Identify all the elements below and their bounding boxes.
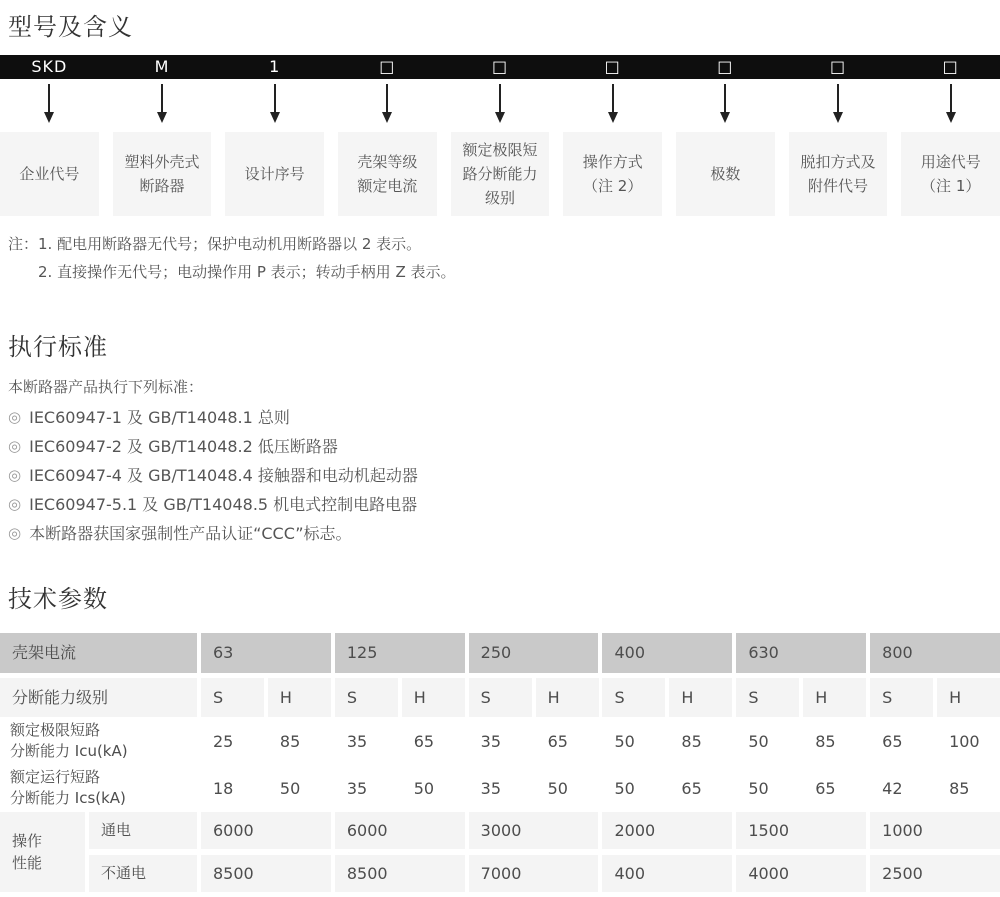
model-code-slot: 1 <box>269 57 281 76</box>
ics-value: 42 <box>882 778 903 798</box>
meaning-box-poles: 极数 <box>676 132 775 216</box>
ics-value: 85 <box>949 778 970 798</box>
down-arrow-icon <box>837 84 839 118</box>
row-header-ics: 额定运行短路 分断能力 Ics(kA) <box>10 768 126 807</box>
down-arrow-icon <box>950 84 952 118</box>
model-code-slot: M <box>154 57 170 76</box>
model-code-bar <box>0 55 1000 79</box>
class-value: H <box>268 678 331 717</box>
down-arrow-icon <box>274 84 276 118</box>
ics-value: 35 <box>480 778 502 798</box>
table-row-energized <box>89 812 1000 849</box>
icu-value: 50 <box>614 731 635 751</box>
frame-value: 63 <box>201 633 331 673</box>
model-code-slot-placeholder: □ <box>604 57 621 76</box>
icu-value: 35 <box>346 731 368 751</box>
energized-value: 3000 <box>469 812 599 849</box>
frame-value: 630 <box>736 633 866 673</box>
model-code-slot-placeholder: □ <box>717 57 734 76</box>
icu-value: 85 <box>815 731 836 751</box>
standard-item: ◎ 本断路器获国家强制性产品认证“CCC”标志。 <box>8 519 1000 548</box>
model-code-slot-placeholder: □ <box>491 57 509 76</box>
table-row-ics <box>0 765 1000 811</box>
section-title-specs: 技术参数 <box>8 585 108 613</box>
energized-value: 2000 <box>602 812 732 849</box>
energized-value: 6000 <box>201 812 331 849</box>
model-meaning-boxes <box>0 132 1000 216</box>
down-arrow-icon <box>48 84 50 118</box>
meaning-box-breaking-capacity: 额定极限短 路分断能力 级别 <box>451 132 550 216</box>
ics-value: 50 <box>547 778 568 798</box>
table-row-not-energized <box>89 855 1000 892</box>
class-value: S <box>335 678 398 717</box>
down-arrow-icon <box>724 84 726 118</box>
icu-value: 65 <box>882 731 903 751</box>
not-energized-value: 4000 <box>736 855 866 892</box>
energized-value: 6000 <box>335 812 465 849</box>
class-value: S <box>602 678 665 717</box>
row-header-breaking-class: 分断能力级别 <box>0 678 197 717</box>
model-code-slot-placeholder: □ <box>379 57 396 76</box>
note-line-2: 2. 直接操作无代号；电动操作用 P 表示；转动手柄用 Z 表示。 <box>38 263 456 281</box>
not-energized-value: 400 <box>602 855 732 892</box>
meaning-box-trip-accessory: 脱扣方式及 附件代号 <box>789 132 888 216</box>
meaning-box-mccb: 塑料外壳式 断路器 <box>113 132 212 216</box>
bullseye-bullet-icon: ◎ <box>8 437 22 455</box>
icu-value: 85 <box>279 731 301 751</box>
row-subheader-energized: 通电 <box>89 812 197 849</box>
icu-value: 25 <box>213 731 234 751</box>
standard-item: ◎ IEC60947-5.1 及 GB/T14048.5 机电式控制电路电器 <box>8 490 1000 519</box>
icu-value: 65 <box>413 731 435 751</box>
meaning-box-design-serial: 设计序号 <box>225 132 324 216</box>
down-arrow-icon <box>612 84 614 118</box>
class-value: H <box>402 678 465 717</box>
bullseye-bullet-icon: ◎ <box>8 495 22 513</box>
class-value: S <box>201 678 264 717</box>
not-energized-value: 2500 <box>870 855 1000 892</box>
table-row-breaking-class <box>0 678 1000 717</box>
notes-prefix: 注： <box>8 235 39 253</box>
note-line-1: 1. 配电用断路器无代号；保护电动机用断路器以 2 表示。 <box>38 235 422 253</box>
frame-value: 400 <box>602 633 732 673</box>
meaning-box-operation-mode: 操作方式 （注 2） <box>563 132 662 216</box>
class-value: S <box>870 678 933 717</box>
frame-value: 800 <box>870 633 1000 673</box>
ics-value: 35 <box>346 778 368 798</box>
bullseye-bullet-icon: ◎ <box>8 466 22 484</box>
icu-value: 100 <box>949 731 980 751</box>
standard-item: ◎ IEC60947-1 及 GB/T14048.1 总则 <box>8 403 1000 432</box>
down-arrow-icon <box>386 84 388 118</box>
ics-value: 50 <box>748 778 769 798</box>
row-header-frame-current: 壳架电流 <box>0 633 197 673</box>
row-header-operation-performance: 操作 性能 <box>0 812 85 892</box>
icu-value: 50 <box>748 731 769 751</box>
not-energized-value: 8500 <box>201 855 331 892</box>
energized-value: 1000 <box>870 812 1000 849</box>
class-value: S <box>736 678 799 717</box>
row-subheader-not-energized: 不通电 <box>89 855 197 892</box>
table-row-icu <box>0 717 1000 765</box>
ics-value: 50 <box>279 778 301 798</box>
arrow-row <box>0 79 1000 132</box>
bullseye-bullet-icon: ◎ <box>8 524 22 542</box>
icu-value: 35 <box>480 731 502 751</box>
icu-value: 85 <box>681 731 702 751</box>
table-section-operation-performance <box>0 812 1000 892</box>
class-value: S <box>469 678 532 717</box>
meaning-box-frame-current: 壳架等级 额定电流 <box>338 132 437 216</box>
row-header-icu: 额定极限短路 分断能力 Icu(kA) <box>10 721 128 760</box>
standard-item: ◎ IEC60947-2 及 GB/T14048.2 低压断路器 <box>8 432 1000 461</box>
model-code-slot-placeholder: □ <box>829 57 847 76</box>
ics-value: 18 <box>213 778 234 798</box>
standards-list <box>8 403 1000 548</box>
class-value: H <box>803 678 866 717</box>
ics-value: 65 <box>815 778 836 798</box>
ics-value: 65 <box>681 778 702 798</box>
class-value: H <box>937 678 1000 717</box>
model-notes <box>8 230 1000 286</box>
section-title-model: 型号及含义 <box>8 13 133 41</box>
model-code-slot-placeholder: □ <box>942 57 959 76</box>
bullseye-bullet-icon: ◎ <box>8 408 22 426</box>
frame-value: 250 <box>469 633 599 673</box>
ics-value: 50 <box>413 778 435 798</box>
specs-table <box>0 633 1000 892</box>
not-energized-value: 7000 <box>469 855 599 892</box>
meaning-box-enterprise-code: 企业代号 <box>0 132 99 216</box>
down-arrow-icon <box>499 84 501 118</box>
ics-value: 50 <box>614 778 635 798</box>
down-arrow-icon <box>161 84 163 118</box>
meaning-box-usage-code: 用途代号 （注 1） <box>901 132 1000 216</box>
standard-item: ◎ IEC60947-4 及 GB/T14048.4 接触器和电动机起动器 <box>8 461 1000 490</box>
section-title-standards: 执行标准 <box>8 333 108 361</box>
model-code-slot: SKD <box>31 57 68 76</box>
table-row-frame-current <box>0 633 1000 673</box>
standards-intro: 本断路器产品执行下列标准： <box>8 378 204 396</box>
energized-value: 1500 <box>736 812 866 849</box>
frame-value: 125 <box>335 633 465 673</box>
class-value: H <box>669 678 732 717</box>
icu-value: 65 <box>547 731 568 751</box>
not-energized-value: 8500 <box>335 855 465 892</box>
class-value: H <box>536 678 599 717</box>
